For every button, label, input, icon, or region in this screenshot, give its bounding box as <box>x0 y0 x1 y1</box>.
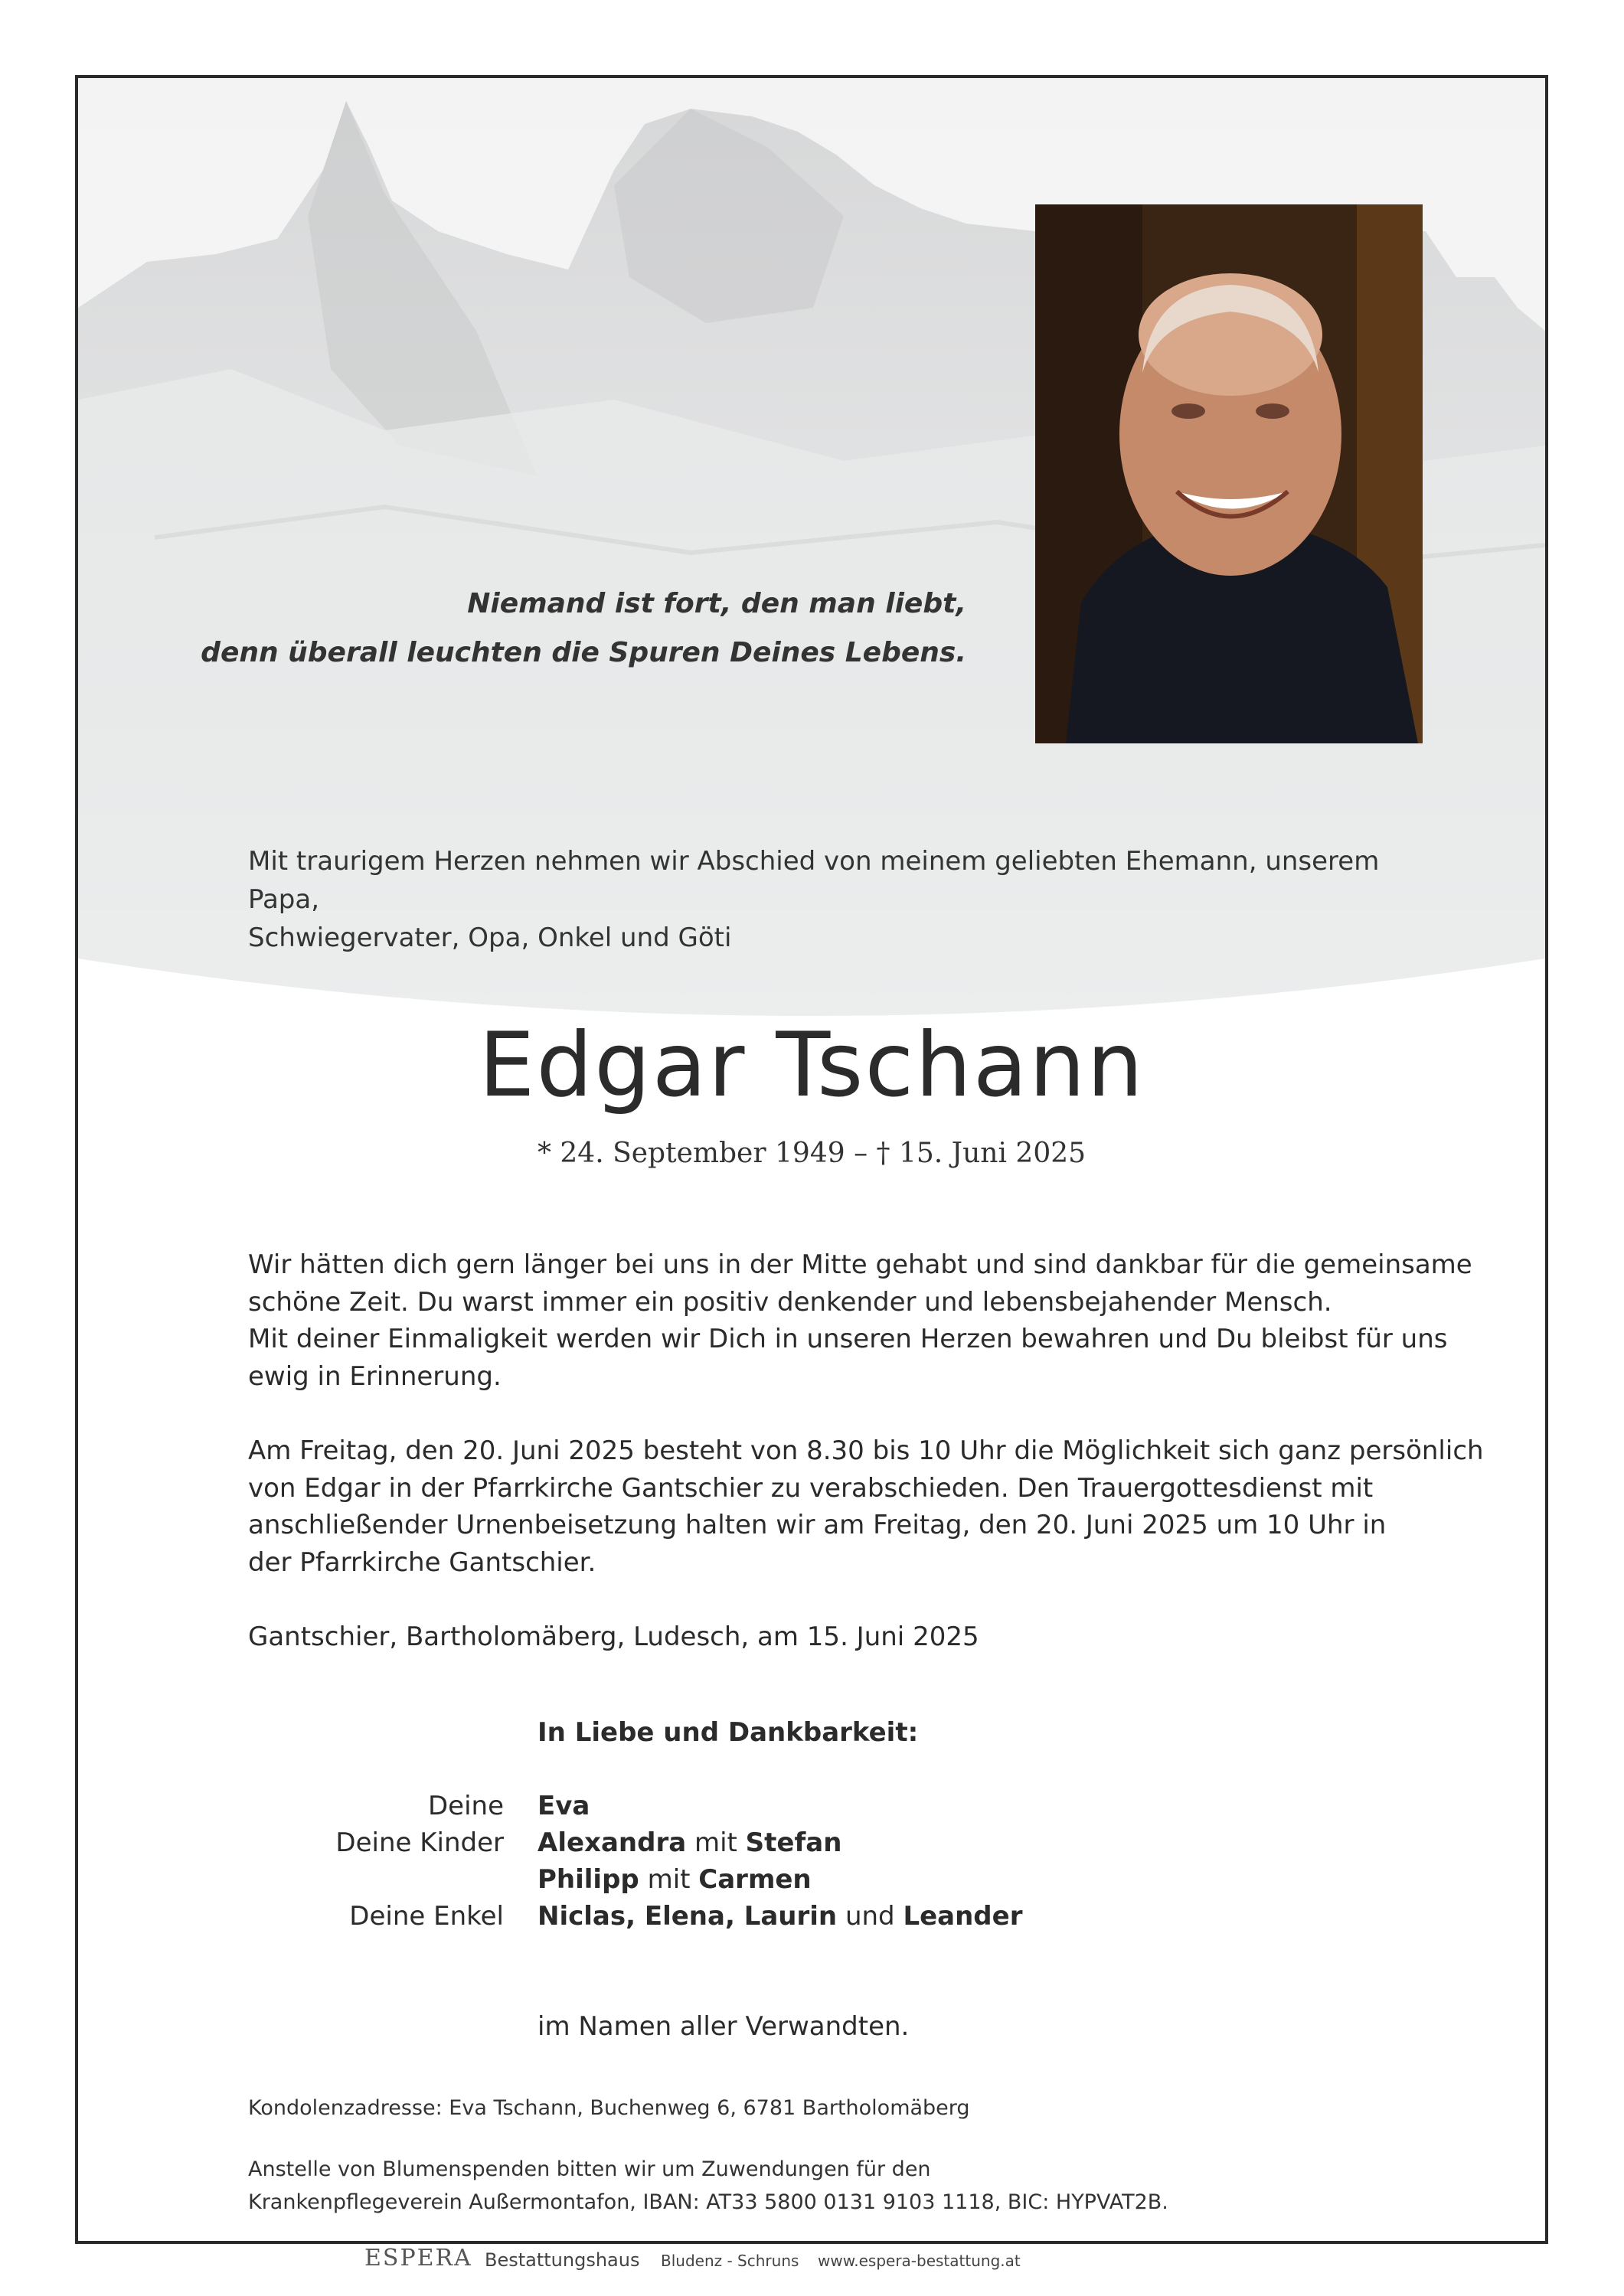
text-line: der Pfarrkirche Gantschier. <box>248 1546 596 1578</box>
brand-logo-text: ESPERA <box>364 2245 472 2272</box>
signoff-closing: im Namen aller Verwandten. <box>538 2011 910 2042</box>
memorial-quote <box>201 580 966 678</box>
family-label: Deine Kinder <box>335 1827 504 1858</box>
footer-website-link[interactable]: www.espera-bestattung.at <box>818 2252 1021 2270</box>
intro-line-1: Mit traurigem Herzen nehmen wir Abschied von meinem geliebten Ehemann, unserem Papa, <box>248 846 1380 915</box>
family-label: Deine <box>427 1791 504 1821</box>
donation-line-2: Krankenpflegeverein Außermontafon, IBAN: AT33 5800 0131 9103 1118, BIC: HYPVAT2B. <box>248 2190 1168 2214</box>
text-line: ewig in Erinnerung. <box>248 1360 502 1392</box>
paragraph-service-details <box>248 1432 1484 1581</box>
text-line: anschließender Urnenbeisetzung halten wir am Freitag, den 20. Juni 2025 um 10 Uhr in <box>248 1510 1387 1540</box>
text-line: von Edgar in der Pfarrkirche Gantschier zu verabschieden. Den Trauergottesdienst mit <box>248 1472 1374 1504</box>
portrait-photo <box>1035 204 1423 743</box>
footer-locations: Bludenz - Schruns <box>661 2252 799 2270</box>
donation-note <box>248 2153 1443 2219</box>
family-row <box>78 1788 1545 1824</box>
family-label: Deine Enkel <box>349 1901 504 1932</box>
intro-line-2: Schwiegervater, Opa, Onkel und Göti <box>248 923 732 953</box>
text-line: Am Freitag, den 20. Juni 2025 besteht von 8.30 bis 10 Uhr die Möglichkeit sich ganz persönlich <box>248 1435 1484 1466</box>
deceased-name: Edgar Tschann <box>479 1014 1145 1117</box>
intro-text <box>248 842 1443 957</box>
family-row <box>78 1861 1545 1898</box>
quote-line-1: Niemand ist fort, den man liebt, <box>467 588 966 619</box>
family-row <box>78 1898 1545 1935</box>
family-names: Eva <box>538 1791 590 1821</box>
family-row <box>78 1824 1545 1861</box>
paragraph-remembrance <box>248 1246 1472 1395</box>
brand-suffix: Bestattungshaus <box>485 2249 640 2271</box>
family-names: Philipp mit Carmen <box>538 1864 812 1895</box>
donation-line-1: Anstelle von Blumenspenden bitten wir um Zuwendungen für den <box>248 2157 931 2181</box>
obituary-card <box>75 75 1548 2244</box>
text-line: Wir hätten dich gern länger bei uns in der Mitte gehabt und sind dankbar für die gemeinsame <box>248 1249 1472 1280</box>
family-list <box>78 1788 1545 1935</box>
text-line: schöne Zeit. Du warst immer ein positiv denkender und lebensbejahender Mensch. <box>248 1286 1332 1318</box>
condolence-address: Kondolenzadresse: Eva Tschann, Buchenweg 6, 6781 Bartholomäberg <box>248 2096 970 2120</box>
footer <box>0 2245 1624 2286</box>
text-line: Mit deiner Einmaligkeit werden wir Dich in unseren Herzen bewahren und Du bleibst für uns <box>248 1324 1448 1354</box>
life-dates: * 24. September 1949 – † 15. Juni 2025 <box>537 1138 1086 1169</box>
family-names: Alexandra mit Stefan <box>538 1827 842 1858</box>
quote-line-2: denn überall leuchten die Spuren Deines Lebens. <box>201 637 966 668</box>
place-and-date: Gantschier, Bartholomäberg, Ludesch, am 15. Juni 2025 <box>248 1622 979 1652</box>
signoff-heading: In Liebe und Dankbarkeit: <box>538 1717 919 1748</box>
family-names: Niclas, Elena, Laurin und Leander <box>538 1901 1023 1932</box>
obituary-body <box>248 1246 1484 1693</box>
